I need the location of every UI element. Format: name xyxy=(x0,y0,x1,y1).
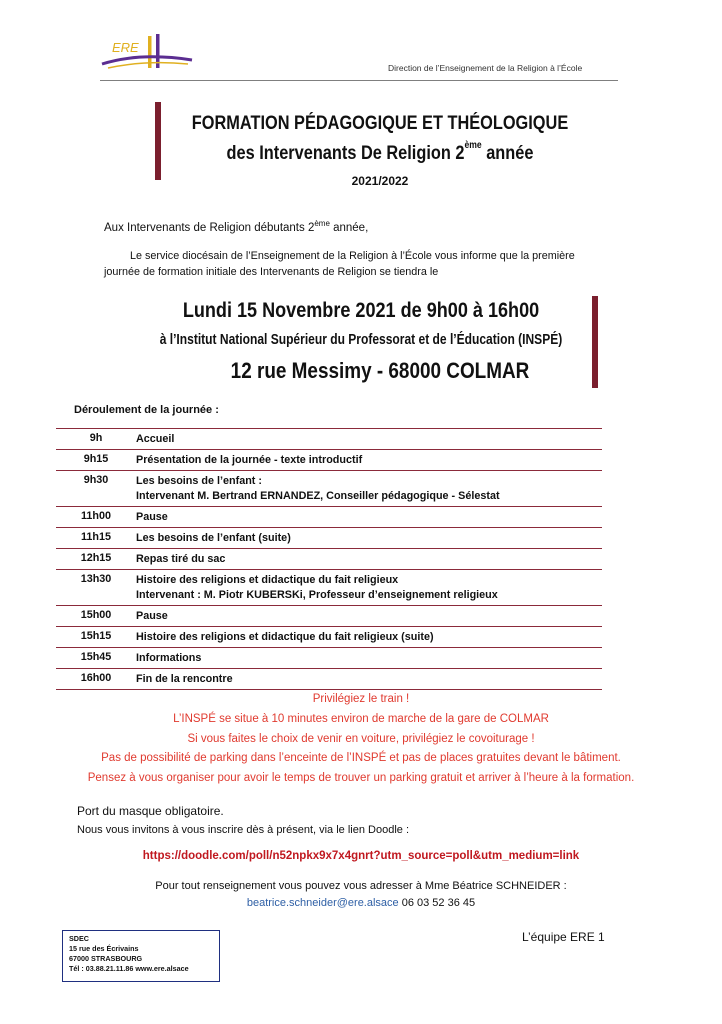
schedule-activity-line: Informations xyxy=(136,652,202,664)
schedule-row xyxy=(56,450,602,471)
sdec-street: 15 rue des Écrivains xyxy=(69,944,139,953)
contact-line: Pour tout renseignement vous pouvez vous adresser à Mme Béatrice SCHNEIDER : xyxy=(155,880,567,892)
schedule-activity xyxy=(136,570,498,605)
document-subtitle: des Intervenants De Religion 2ème année xyxy=(226,139,534,164)
doodle-link[interactable]: https://doodle.com/poll/n52npkx9x7x4gnrt?utm_source=poll&utm_medium=link xyxy=(142,850,580,862)
schedule-row xyxy=(56,471,602,507)
intro-line-1: Le service diocésain de l’Enseignement de la Religion à l’École vous informe que la première xyxy=(130,250,575,262)
schedule-row xyxy=(56,507,602,528)
schedule-time: 9h15 xyxy=(83,453,109,465)
sdec-phone-web: Tél : 03.88.21.11.86 www.ere.alsace xyxy=(69,964,189,973)
schedule-activity-line: Pause xyxy=(136,511,168,523)
schedule-heading: Déroulement de la journée : xyxy=(74,404,219,416)
contact-email-link[interactable]: beatrice.schneider@ere.alsace xyxy=(246,897,399,909)
schedule-time: 9h30 xyxy=(83,474,109,486)
sdec-address-box xyxy=(62,930,220,982)
schedule-row xyxy=(56,606,602,627)
schedule-activity xyxy=(136,429,174,449)
sdec-city: 67000 STRASBOURG xyxy=(69,954,143,963)
schedule-time: 11h15 xyxy=(80,531,112,543)
schedule-row xyxy=(56,648,602,669)
event-address: 12 rue Messimy - 68000 COLMAR xyxy=(230,358,530,383)
greeting: Aux Intervenants de Religion débutants 2ème année, xyxy=(104,219,369,234)
schedule-activity-line: Accueil xyxy=(136,433,175,445)
document-year: 2021/2022 xyxy=(351,174,409,188)
schedule-activity xyxy=(136,528,291,548)
travel-note-line: Privilégiez le train ! xyxy=(312,693,410,705)
schedule-table xyxy=(56,428,602,690)
schedule-activity-line: Repas tiré du sac xyxy=(136,553,226,565)
registration-invite: Nous vous invitons à vous inscrire dès à présent, via le lien Doodle : xyxy=(77,824,410,836)
sdec-name: SDEC xyxy=(69,934,89,943)
schedule-time: 15h00 xyxy=(80,609,112,621)
schedule-activity xyxy=(136,648,201,668)
schedule-activity xyxy=(136,606,168,626)
travel-note-line: Pensez à vous organiser pour avoir le temps de trouver un parking gratuit et arriver à l’heure à la formation. xyxy=(87,772,635,785)
schedule-activity xyxy=(136,669,233,689)
schedule-activity xyxy=(136,471,500,506)
schedule-time: 11h00 xyxy=(80,510,112,522)
schedule-row xyxy=(56,549,602,570)
schedule-activity-line: Intervenant M. Bertrand ERNANDEZ, Conseiller pédagogique - Sélestat xyxy=(136,490,500,502)
contact-phone: 06 03 52 36 45 xyxy=(398,897,476,909)
travel-notes xyxy=(0,690,722,789)
document-title: FORMATION PÉDAGOGIQUE ET THÉOLOGIQUE xyxy=(191,113,569,134)
contact-details xyxy=(0,897,722,909)
mask-notice: Port du masque obligatoire. xyxy=(77,804,224,818)
schedule-activity-line: Les besoins de l’enfant : xyxy=(136,475,262,487)
schedule-row xyxy=(56,428,602,450)
schedule-activity xyxy=(136,450,362,470)
schedule-activity-line: Présentation de la journée - texte introductif xyxy=(136,454,363,466)
schedule-row xyxy=(56,528,602,549)
schedule-activity-line: Intervenant : M. Piotr KUBERSKi, Professeur d’enseignement religieux xyxy=(136,589,498,601)
header-divider xyxy=(100,80,618,81)
schedule-time: 9h xyxy=(89,432,103,444)
schedule-row xyxy=(56,627,602,648)
schedule-time: 12h15 xyxy=(80,552,112,564)
ere-logo xyxy=(100,30,195,75)
schedule-activity-line: Histoire des religions et didactique du fait religieux xyxy=(136,574,399,586)
schedule-time: 13h30 xyxy=(80,573,112,585)
schedule-time: 15h45 xyxy=(80,651,112,663)
intro-line-2: journée de formation initiale des Intervenants de Religion se tiendra le xyxy=(104,266,439,278)
schedule-time: 16h00 xyxy=(80,672,112,684)
event-venue: à l’Institut National Supérieur du Professorat et de l’Éducation (INSPÉ) xyxy=(159,332,563,348)
schedule-activity-line: Les besoins de l’enfant (suite) xyxy=(136,532,291,544)
schedule-activity-line: Pause xyxy=(136,610,168,622)
schedule-activity xyxy=(136,507,168,527)
schedule-activity-line: Fin de la rencontre xyxy=(136,673,233,685)
schedule-activity xyxy=(136,627,434,647)
event-date: Lundi 15 Novembre 2021 de 9h00 à 16h00 xyxy=(182,299,540,322)
schedule-row xyxy=(56,570,602,606)
header-organization: Direction de l’Enseignement de la Religion à l’École xyxy=(388,63,583,73)
schedule-activity xyxy=(136,549,225,569)
travel-note-line: L’INSPÉ se situe à 10 minutes environ de marche de la gare de COLMAR xyxy=(173,712,549,725)
schedule-row xyxy=(56,669,602,690)
schedule-time: 15h15 xyxy=(80,630,112,642)
schedule-activity-line: Histoire des religions et didactique du fait religieux (suite) xyxy=(136,631,434,643)
travel-note-line: Si vous faites le choix de venir en voiture, privilégiez le covoiturage ! xyxy=(187,732,535,745)
signature: L’équipe ERE 1 xyxy=(522,930,605,944)
logo-text: ERE xyxy=(112,40,139,55)
travel-note-line: Pas de possibilité de parking dans l’enceinte de l’INSPÉ et pas de places gratuites devant le bâtiment. xyxy=(101,752,621,765)
